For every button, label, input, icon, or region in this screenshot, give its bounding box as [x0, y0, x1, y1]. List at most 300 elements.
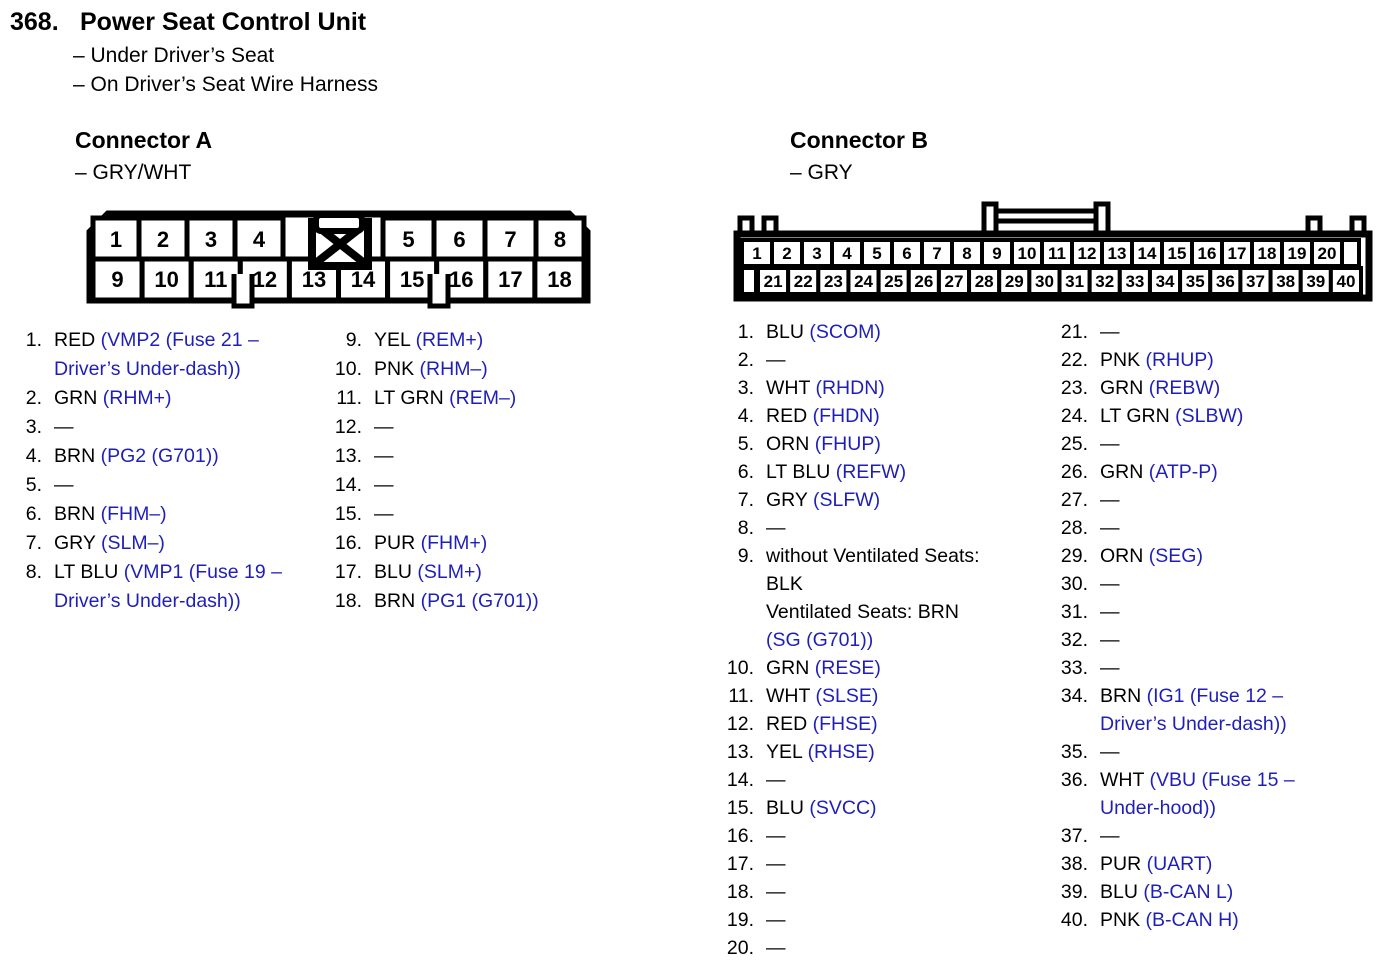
- pin-description: [374, 326, 618, 355]
- pin-row: [722, 318, 1010, 346]
- pin-description: [766, 402, 1010, 430]
- signal-label: (SLM–): [100, 532, 165, 554]
- pin-number: 10.: [334, 358, 362, 380]
- signal-label: (FHSE): [812, 713, 878, 735]
- pin-cell-number: 4: [252, 227, 266, 252]
- pin-row: [1056, 374, 1332, 402]
- pin-row: [722, 514, 1010, 542]
- signal-label: (SLFW): [812, 489, 881, 511]
- pin-description: [1100, 374, 1332, 402]
- pin-cell-number: 33: [1125, 272, 1145, 291]
- latch-tab-icon: [316, 215, 362, 231]
- pin-row: [1056, 822, 1332, 850]
- pin-description: [1100, 626, 1332, 654]
- pin-description: [1100, 738, 1332, 766]
- signal-label: (B-CAN H): [1145, 909, 1239, 931]
- pin-description: [766, 374, 1010, 402]
- pin-cell-number: 31: [1065, 272, 1085, 291]
- signal-label: (UART): [1146, 853, 1213, 875]
- pin-number: 13.: [726, 741, 754, 763]
- pin-number: 37.: [1060, 825, 1088, 847]
- pin-cell-number: 1: [109, 227, 123, 252]
- wire-color-label: WHT: [1100, 769, 1145, 791]
- pin-cell-number: 36: [1215, 272, 1235, 291]
- pin-cell-number: 8: [553, 227, 567, 252]
- signal-label: (PG2 (G701)): [100, 445, 219, 467]
- wire-color-label: LT GRN: [374, 387, 444, 409]
- pin-row: [1056, 626, 1332, 654]
- pin-row: [722, 878, 1010, 906]
- pin-row: [10, 442, 314, 471]
- wire-color-label: LT BLU: [54, 561, 119, 583]
- wire-color-label: —: [1100, 489, 1120, 511]
- pin-row: [722, 710, 1010, 738]
- wire-color-label: GRY: [54, 532, 96, 554]
- pin-cell-number: 13: [301, 267, 327, 292]
- wire-color-label: PUR: [1100, 853, 1142, 875]
- wire-color-label: —: [1100, 433, 1120, 455]
- pin-number: 34.: [1060, 685, 1088, 707]
- pin-row: [1056, 570, 1332, 598]
- signal-label: (RHM–): [419, 358, 488, 380]
- wire-color-label: —: [766, 825, 786, 847]
- pin-row: [1056, 850, 1332, 878]
- pin-description: [374, 529, 618, 558]
- pin-row: [1056, 346, 1332, 374]
- wire-color-label: PNK: [374, 358, 415, 380]
- wire-color-label: —: [1100, 573, 1120, 595]
- pin-description: [766, 794, 1010, 822]
- pin-cell-number: 25: [884, 272, 904, 291]
- pin-cell-number: 17: [1227, 244, 1247, 263]
- pin-cell-number: 3: [204, 227, 218, 252]
- pin-description: [54, 326, 314, 384]
- pin-description: [1100, 514, 1332, 542]
- pin-cell-number: 40: [1336, 272, 1356, 291]
- pin-row: [10, 326, 314, 384]
- pin-row: [722, 766, 1010, 794]
- pin-number: 10.: [726, 657, 754, 679]
- pin-cell-number: 6: [453, 227, 466, 252]
- pin-description: [374, 413, 618, 442]
- signal-label: (SEG): [1148, 545, 1203, 567]
- wire-color-label: YEL: [374, 329, 411, 351]
- pin-row: [722, 822, 1010, 850]
- pin-number: 4.: [25, 445, 42, 467]
- pin-description: [1100, 570, 1332, 598]
- wire-color-label: YEL: [766, 741, 803, 763]
- pin-cell-number: 7: [932, 244, 942, 263]
- pin-description: [1100, 402, 1332, 430]
- signal-label: (VMP1 (Fuse 19 – Driver’s Under-dash)): [54, 561, 282, 612]
- pin-cell: [742, 268, 756, 294]
- signal-label: (FHM–): [100, 503, 167, 525]
- pin-description: [374, 442, 618, 471]
- wire-color-label: GRY: [766, 489, 808, 511]
- pin-cell-number: 12: [252, 267, 278, 292]
- pin-row: [10, 500, 314, 529]
- pin-description: [374, 558, 618, 587]
- pin-row: [10, 529, 314, 558]
- pin-description: [1100, 822, 1332, 850]
- pin-description: [766, 346, 1010, 374]
- pin-number: 18.: [334, 590, 362, 612]
- wire-color-label: —: [1100, 601, 1120, 623]
- pin-cell-number: 6: [902, 244, 912, 263]
- pin-row: [330, 558, 618, 587]
- wire-color-label: —: [766, 349, 786, 371]
- pin-number: 33.: [1060, 657, 1088, 679]
- pin-description: [1100, 850, 1332, 878]
- pin-cell-number: 27: [944, 272, 964, 291]
- pin-row: [722, 654, 1010, 682]
- pin-number: 15.: [334, 503, 362, 525]
- pin-cell-number: 14: [350, 267, 376, 292]
- pin-cell-number: 10: [1017, 244, 1037, 263]
- wire-color-label: —: [766, 517, 786, 539]
- signal-label: (RHSE): [807, 741, 875, 763]
- pin-number: 23.: [1060, 377, 1088, 399]
- pin-row: [722, 542, 1010, 654]
- wire-color-label: —: [374, 416, 394, 438]
- wire-color-label: BRN: [54, 445, 96, 467]
- wire-color-label: GRN: [766, 657, 810, 679]
- pin-number: 17.: [334, 561, 362, 583]
- pin-description: [766, 710, 1010, 738]
- pin-cell-number: 1: [752, 244, 762, 263]
- wire-color-label: —: [1100, 321, 1120, 343]
- pin-description: [1100, 430, 1332, 458]
- pin-description: [54, 500, 314, 529]
- pin-row: [10, 471, 314, 500]
- pin-cell-number: 18: [547, 267, 572, 292]
- pin-number: 3.: [25, 416, 42, 438]
- pin-number: 32.: [1060, 629, 1088, 651]
- pin-cell-number: 14: [1137, 244, 1157, 263]
- pin-number: 9.: [345, 329, 362, 351]
- pin-row: [722, 430, 1010, 458]
- pin-row: [722, 906, 1010, 934]
- signal-label: (SG (G701)): [766, 629, 874, 651]
- pin-row: [10, 413, 314, 442]
- pin-row: [1056, 542, 1332, 570]
- wire-color-label: BLU: [1100, 881, 1138, 903]
- pin-number: 6.: [25, 503, 42, 525]
- pin-cell-number: 23: [823, 272, 843, 291]
- connector-b-title: Connector B: [790, 127, 928, 153]
- pin-cell-number: 15: [399, 267, 425, 292]
- pin-row: [722, 402, 1010, 430]
- pin-row: [722, 682, 1010, 710]
- pin-row: [1056, 906, 1332, 934]
- pin-row: [1056, 878, 1332, 906]
- pin-row: [722, 794, 1010, 822]
- pin-row: [330, 471, 618, 500]
- pin-cell-number: 22: [793, 272, 813, 291]
- signal-label: (VBU (Fuse 15 – Under-hood)): [1100, 769, 1295, 819]
- pin-number: 8.: [25, 561, 42, 583]
- pin-number: 8.: [737, 517, 754, 539]
- pin-cell: [1342, 240, 1359, 266]
- pin-number: 5.: [25, 474, 42, 496]
- wire-color-label: —: [766, 937, 786, 959]
- pin-row: [1056, 654, 1332, 682]
- pin-cell-number: 29: [1004, 272, 1024, 291]
- pin-description: [1100, 906, 1332, 934]
- pin-number: 19.: [726, 909, 754, 931]
- pin-cell-number: 15: [1167, 244, 1187, 263]
- pin-cell-number: 26: [914, 272, 934, 291]
- pin-number: 2.: [737, 349, 754, 371]
- pin-description: [374, 500, 618, 529]
- wire-color-label: —: [1100, 629, 1120, 651]
- wire-color-label: BLU: [374, 561, 412, 583]
- connector-a-diagram: [86, 210, 591, 310]
- pin-cell-number: 11: [204, 267, 228, 292]
- pin-number: 15.: [726, 797, 754, 819]
- pin-description: [766, 430, 1010, 458]
- pin-description: [766, 906, 1010, 934]
- pin-row: [1056, 766, 1332, 822]
- pin-row: [1056, 402, 1332, 430]
- signal-label: (VMP2 (Fuse 21 – Driver’s Under-dash)): [54, 329, 259, 380]
- pin-cell-number: 20: [1317, 244, 1337, 263]
- pin-number: 28.: [1060, 517, 1088, 539]
- wire-color-label: WHT: [766, 685, 811, 707]
- pin-cell-number: 13: [1107, 244, 1127, 263]
- pin-cell-number: 32: [1095, 272, 1115, 291]
- wire-color-label: without Ventilated Seats:: [766, 545, 980, 567]
- wire-color-label: BLU: [766, 797, 804, 819]
- signal-label: (FHDN): [812, 405, 880, 427]
- pin-row: [722, 458, 1010, 486]
- pin-number: 12.: [726, 713, 754, 735]
- pin-cell-number: 30: [1034, 272, 1054, 291]
- wire-color-label: —: [1100, 825, 1120, 847]
- connector-a-title: Connector A: [75, 127, 213, 153]
- signal-label: (REFW): [835, 461, 907, 483]
- wire-color-label: PUR: [374, 532, 416, 554]
- signal-label: (FHUP): [814, 433, 881, 455]
- signal-label: (ATP-P): [1148, 461, 1218, 483]
- wire-color-label: —: [374, 474, 394, 496]
- wire-color-label: RED: [766, 713, 808, 735]
- pin-number: 26.: [1060, 461, 1088, 483]
- signal-label: (SLM+): [417, 561, 482, 583]
- pin-cell-number: 2: [782, 244, 792, 263]
- pin-row: [330, 442, 618, 471]
- pin-cell-number: 9: [111, 267, 124, 292]
- pin-number: 21.: [1060, 321, 1088, 343]
- signal-label: (REM–): [449, 387, 517, 409]
- pin-number: 9.: [737, 545, 754, 567]
- pin-cell-number: 3: [812, 244, 822, 263]
- pin-number: 14.: [334, 474, 362, 496]
- wire-color-label: GRN: [1100, 461, 1144, 483]
- pin-number: 35.: [1060, 741, 1088, 763]
- signal-label: (SVCC): [809, 797, 877, 819]
- pin-cell-number: 28: [974, 272, 994, 291]
- pin-cell-number: 8: [962, 244, 972, 263]
- pin-description: [54, 413, 314, 442]
- pin-number: 5.: [737, 433, 754, 455]
- pin-cell-number: 37: [1246, 272, 1265, 291]
- pin-row: [1056, 682, 1332, 738]
- pin-description: [766, 486, 1010, 514]
- pin-number: 16.: [726, 825, 754, 847]
- pin-number: 7.: [25, 532, 42, 554]
- pin-number: 30.: [1060, 573, 1088, 595]
- wire-color-label: —: [1100, 657, 1120, 679]
- pin-number: 40.: [1060, 909, 1088, 931]
- pin-number: 11.: [728, 685, 754, 707]
- pin-number: 20.: [726, 937, 754, 959]
- wire-color-label: BRN: [374, 590, 416, 612]
- pin-description: [766, 850, 1010, 878]
- signal-label: (B-CAN L): [1143, 881, 1234, 903]
- pin-cell-number: 7: [504, 227, 517, 252]
- pin-cell-number: 10: [154, 267, 179, 292]
- pin-number: 7.: [737, 489, 754, 511]
- pin-number: 22.: [1060, 349, 1088, 371]
- pin-number: 29.: [1060, 545, 1088, 567]
- pin-row: [330, 355, 618, 384]
- pin-row: [330, 500, 618, 529]
- pin-cell-number: 2: [156, 227, 170, 252]
- pin-description: [766, 318, 1010, 346]
- connector-b-color-label: – GRY: [790, 161, 853, 184]
- wire-color-label: —: [374, 503, 394, 525]
- pin-row: [1056, 318, 1332, 346]
- pin-row: [1056, 738, 1332, 766]
- wire-color-label: PNK: [1100, 349, 1141, 371]
- connector-a-pin-list-right: [330, 326, 618, 616]
- pin-description: [54, 529, 314, 558]
- pin-row: [330, 529, 618, 558]
- pin-description: [1100, 486, 1332, 514]
- connector-b-pin-list-right: [1056, 318, 1332, 934]
- signal-label: (RESE): [814, 657, 881, 679]
- wire-color-label: BRN: [54, 503, 96, 525]
- signal-label: (RHUP): [1145, 349, 1214, 371]
- signal-label: (IG1 (Fuse 12 – Driver’s Under-dash)): [1100, 685, 1287, 735]
- section-number: 368.: [10, 8, 59, 36]
- pin-description: [374, 471, 618, 500]
- wire-color-label: ORN: [766, 433, 810, 455]
- keying-notch: [430, 274, 448, 306]
- pin-description: [54, 558, 314, 616]
- wire-color-label: —: [766, 881, 786, 903]
- wire-color-label: LT BLU: [766, 461, 831, 483]
- pin-number: 24.: [1060, 405, 1088, 427]
- pin-description: [766, 934, 1010, 962]
- pin-row: [722, 850, 1010, 878]
- signal-label: (REBW): [1148, 377, 1221, 399]
- pin-number: 11.: [336, 387, 362, 409]
- wire-color-label: GRN: [54, 387, 98, 409]
- pin-cell-number: 34: [1155, 272, 1175, 291]
- location-line-1: – Under Driver’s Seat: [73, 44, 275, 67]
- pin-description: [374, 355, 618, 384]
- signal-label: (SLBW): [1175, 405, 1244, 427]
- pin-cell-number: 11: [1048, 244, 1066, 263]
- pin-number: 12.: [334, 416, 362, 438]
- wire-color-label: BLU: [766, 321, 804, 343]
- pin-row: [722, 934, 1010, 962]
- pin-number: 6.: [737, 461, 754, 483]
- pin-description: [374, 587, 618, 616]
- pin-cell-number: 38: [1276, 272, 1296, 291]
- pin-description: [766, 878, 1010, 906]
- wire-color-label: PNK: [1100, 909, 1141, 931]
- pin-row: [1056, 430, 1332, 458]
- pin-cell-number: 5: [402, 227, 415, 252]
- wire-color-label: WHT: [766, 377, 811, 399]
- wire-color-label: RED: [54, 329, 96, 351]
- wire-color-label: —: [54, 474, 74, 496]
- pin-row: [10, 384, 314, 413]
- pin-description: [766, 766, 1010, 794]
- pin-cell-number: 19: [1287, 244, 1307, 263]
- pin-row: [330, 384, 618, 413]
- pin-description: [766, 542, 1010, 654]
- pin-cell-number: 24: [854, 272, 874, 291]
- wire-color-label: —: [766, 909, 786, 931]
- pin-description: [54, 384, 314, 413]
- signal-label: (RHM+): [102, 387, 172, 409]
- signal-label: (RHDN): [815, 377, 885, 399]
- pin-cell-number: 4: [842, 244, 852, 263]
- pin-description: [1100, 654, 1332, 682]
- pin-row: [1056, 598, 1332, 626]
- pin-cell-number: 21: [763, 272, 783, 291]
- pin-cell-number: 16: [449, 267, 474, 292]
- pin-row: [330, 587, 618, 616]
- wire-color-label: BRN: [1100, 685, 1142, 707]
- pin-row: [1056, 514, 1332, 542]
- signal-label: (REM+): [415, 329, 484, 351]
- connector-a-color-label: – GRY/WHT: [75, 161, 192, 184]
- wire-color-label: ORN: [1100, 545, 1144, 567]
- pin-number: 16.: [334, 532, 362, 554]
- pin-description: [766, 682, 1010, 710]
- pin-row: [722, 374, 1010, 402]
- pin-description: [1100, 682, 1332, 738]
- pin-number: 2.: [25, 387, 42, 409]
- wire-color-label: BLK: [766, 573, 803, 595]
- pin-row: [1056, 486, 1332, 514]
- pin-row: [1056, 458, 1332, 486]
- pin-description: [1100, 598, 1332, 626]
- connector-b-diagram: [733, 196, 1373, 302]
- pin-number: 1.: [737, 321, 754, 343]
- pin-description: [766, 822, 1010, 850]
- pin-number: 1.: [25, 329, 42, 351]
- signal-label: (SLSE): [815, 685, 879, 707]
- wire-color-label: GRN: [1100, 377, 1144, 399]
- pin-description: [374, 384, 618, 413]
- signal-label: (SCOM): [809, 321, 881, 343]
- pin-cell-number: 17: [498, 267, 523, 292]
- pin-cell-number: 5: [872, 244, 882, 263]
- pin-description: [766, 654, 1010, 682]
- signal-label: (FHM+): [420, 532, 488, 554]
- pin-number: 25.: [1060, 433, 1088, 455]
- pin-number: 4.: [737, 405, 754, 427]
- pin-cell-number: 12: [1077, 244, 1097, 263]
- wire-color-label: —: [766, 853, 786, 875]
- wire-color-label: —: [1100, 517, 1120, 539]
